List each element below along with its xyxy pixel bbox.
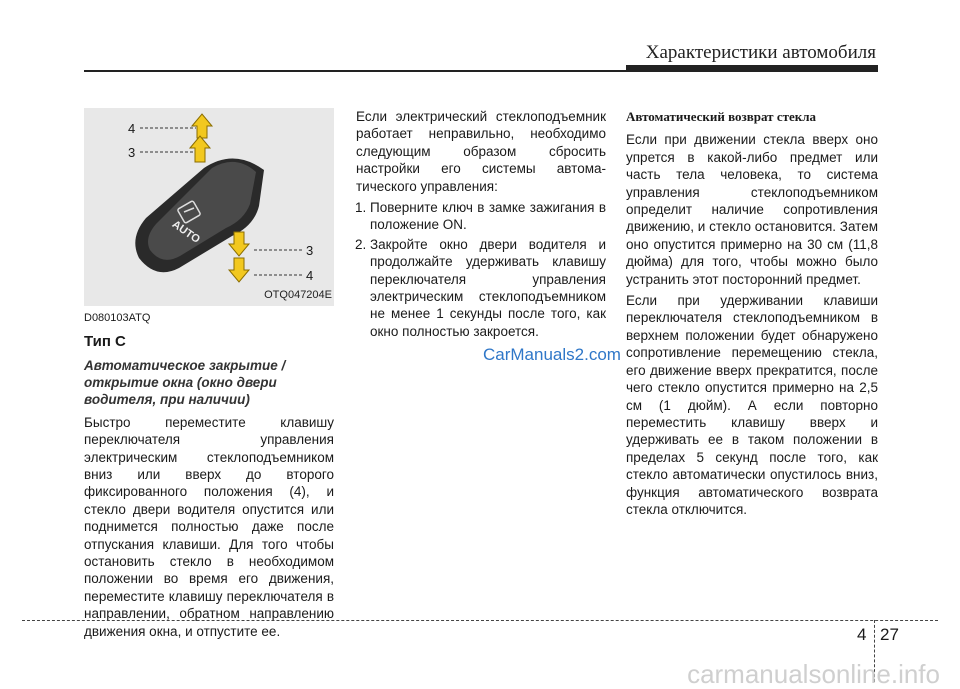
reset-step: 1. Поверните ключ в замке зажигания в положение ON. [370, 199, 606, 234]
reset-step: 2. Закройте окно двери водителя и продолжайте удерживать клавишу переключателя управления электрическим стеклоподъемником не менее 1 секунды после того, как окно полностью закроется. [370, 236, 606, 340]
auto-reverse-title: Автоматический возврат стекла [626, 109, 817, 124]
section-id: D080103ATQ [84, 312, 151, 324]
figure-code: OTQ047204E [264, 288, 332, 301]
reset-intro: Если электрический стеклоподъемник работает неправильно, необходимо следующим образом сбросить настройки его системы автома-тического управления: [356, 109, 606, 194]
label-down-3: 3 [306, 243, 314, 258]
page-header-title: Характеристики автомобиля [645, 42, 876, 63]
body-paragraph: Быстро переместите клавишу переключателя управления электрическим стеклоподъемником вниз или вверх до второго фиксированного положения (4), и стекло двери водителя опустится или поднимется полностью даже после отпускания клавиши. Для того чтобы остановить стекло в необходимом положении во время его движения, переместите клавишу переключателя в направлении, обратном направлению движения окна, и отпустите ее. [84, 414, 334, 639]
header-rule-accent [626, 65, 878, 72]
label-down-4: 4 [306, 268, 314, 283]
window-switch-drawing [84, 108, 334, 306]
auto-reverse-paragraph-1: Если при движении стекла вверх оно упрется в какой-либо предмет или часть тела человека, то система управления стеклоподъемником определит наличие сопротивления движению, и стекло остановится. Затем оно опустится примерно на 30 см (11,8 дюйма) для того, чтобы можно было устранить этот посторонний предмет. [626, 132, 878, 287]
switch-auto-label: AUTO [169, 218, 203, 246]
column-left [84, 108, 334, 644]
auto-reverse-paragraph-2: Если при удерживании клавиши переключателя стеклоподъемником в верхнем положении будет обнаружено сопротивление перемещению стекла, его движение вверх прекратится, после чего стекло опустится примерно на 2,5 см (1 дюйм). А если повторно переместить клавишу вверх и удерживать ее в таком положении в пределах 5 секунд после того, как стекло автоматически опустилось вниз, функция автоматического возврата стекла отключится. [626, 293, 878, 517]
column-middle [356, 108, 606, 342]
section-subtitle: Автоматическое закрытие / открытие окна (окно двери водителя, при наличии) [84, 357, 286, 407]
site-watermark[interactable]: carmanualsonline.info [687, 659, 940, 689]
window-switch-illustration [84, 108, 334, 306]
footer-rule [22, 620, 938, 621]
column-right [626, 108, 878, 522]
reset-steps [356, 199, 606, 340]
label-up-4: 4 [128, 121, 136, 136]
watermark-link[interactable]: CarManuals2.com [483, 345, 621, 364]
label-up-3: 3 [128, 145, 136, 160]
page-number: 27 [880, 625, 899, 644]
chapter-number: 4 [857, 625, 867, 644]
section-title: Тип C [84, 333, 126, 351]
